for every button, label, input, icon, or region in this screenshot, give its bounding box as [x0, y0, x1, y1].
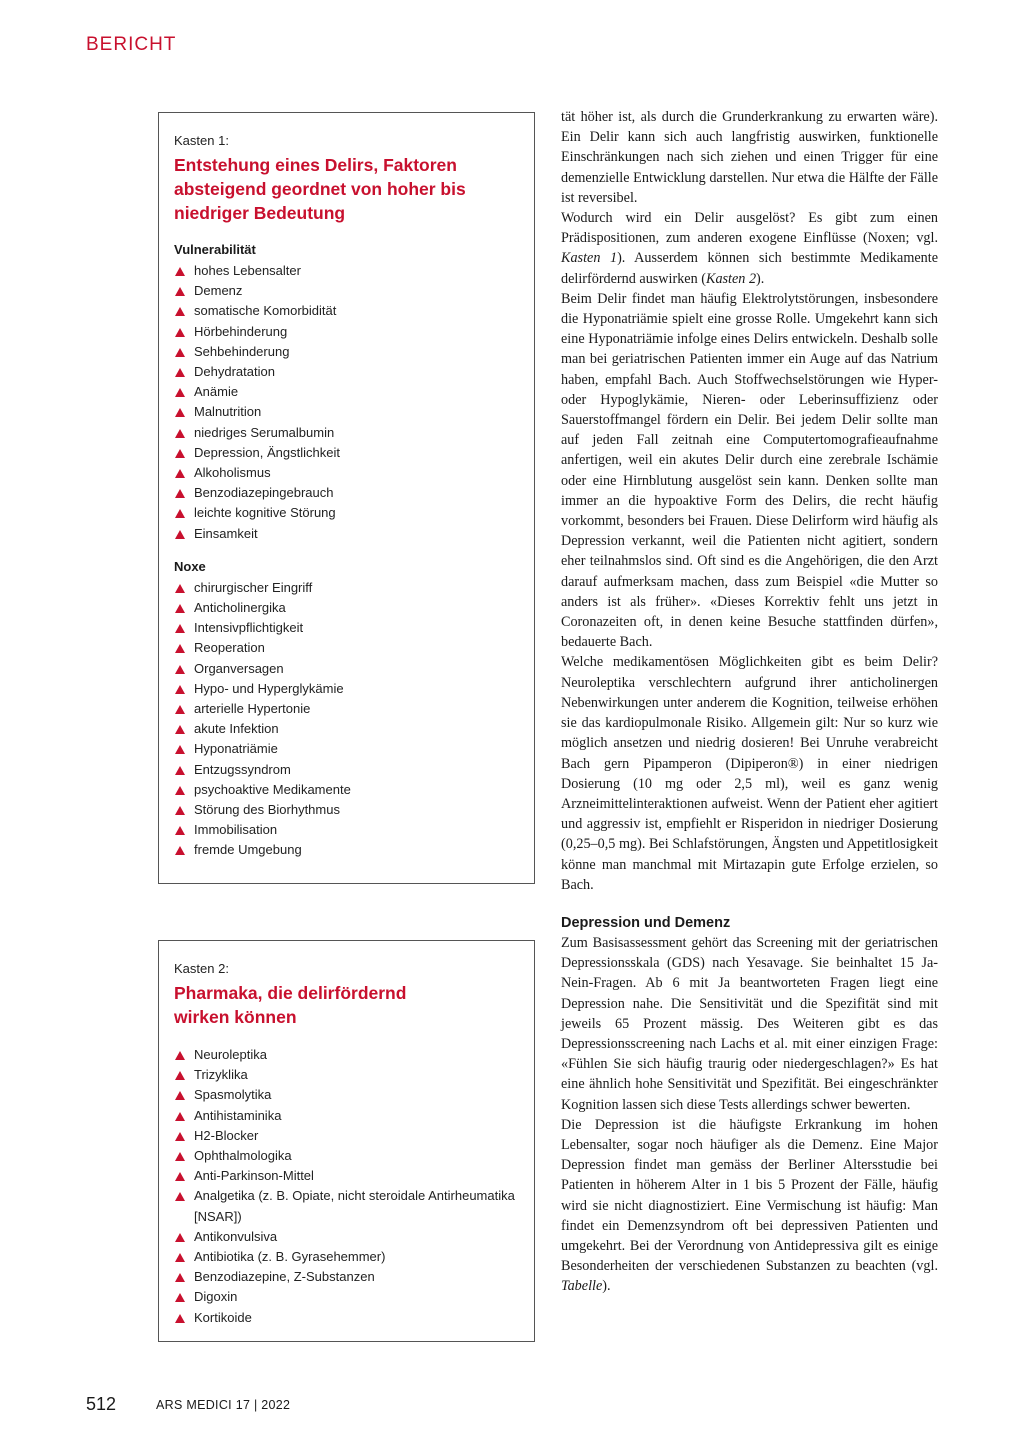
list-item: [174, 618, 519, 638]
list-item: [174, 1106, 519, 1126]
list-item-text: Reoperation: [194, 640, 265, 656]
list-item: [174, 659, 519, 679]
list-item: [174, 1308, 519, 1328]
list-item-text: Hyponatriämie: [194, 741, 278, 757]
list-item-text: Hypo- und Hyperglykämie: [194, 680, 344, 696]
list-item: [174, 1146, 519, 1166]
list-item: [174, 1065, 519, 1085]
list-item-text: Ophthalmologika: [194, 1148, 292, 1164]
list-item: [174, 443, 519, 463]
list-item-text: Neuroleptika: [194, 1047, 267, 1062]
box-reference: Kasten 1: [561, 250, 618, 267]
list-item: [174, 1227, 519, 1247]
triangle-bullet-icon: [175, 1233, 185, 1242]
triangle-bullet-icon: [175, 287, 185, 296]
list-item: [174, 1126, 519, 1146]
triangle-bullet-icon: [175, 624, 185, 633]
list-item: [174, 638, 519, 658]
triangle-bullet-icon: [175, 786, 185, 795]
info-box-1: [158, 112, 535, 884]
paragraph: Beim Delir findet man häufig Elektrolytstörungen, insbesondere die Hyponatriämie spielt eine grosse Rolle. Umgekehrt kann sich eine Hyponatriämie infolge eines Delirs entwickeln. Deshalb solle man bei geriatrischen Patienten immer ein Auge auf das Natrium haben, empfahl Bach. Auch Stoffwechselstörungen wie Hyper- oder Hypoglykämie, Nieren- oder Leberinsuffizienz oder Sauerstoffmangel fördern ein Delir. Bei jedem Delir sollte man auf jeden Fall zeitnah eine Computertomografieaufnahme anfertigen, weil ein akutes Delir durch eine zerebrale Ischämie oder eine Hirnblutung ausgelöst sein kann. Denken sollte man immer an die hypoaktive Form des Delirs, die recht häufig vorkommt, besonders bei Frauen. Diese Delirform wird häufig als Depression verkannt, weil die Patienten nicht agitiert, sondern eher teilnahmslos sind. Oft sind es die Angehörigen, die den Arzt darauf aufmerksam machen, dass zum Beispiel «die Mutter so anders ist als früher». «Dieses Korrektiv fehlt uns jetzt in Coronazeiten oft, in denen keine Besuche stattfinden dürfen», bedauerte Bach.: [561, 290, 938, 651]
triangle-bullet-icon: [175, 725, 185, 734]
list-item: [174, 739, 519, 759]
list-item: [174, 1085, 519, 1105]
list-item-text: H2-Blocker: [194, 1127, 259, 1143]
triangle-bullet-icon: [175, 705, 185, 714]
list-item-text: Demenz: [194, 283, 243, 299]
list-item-text: Trizyklika: [194, 1067, 248, 1083]
list-item: [174, 1267, 519, 1287]
list-item-text: Anticholinergika: [194, 600, 286, 616]
list-item-text: Benzodiazepine, Z-Substanzen: [194, 1269, 375, 1285]
paragraph: Welche medikamentösen Möglichkeiten gibt es beim Delir? Neuroleptika verschlechtern aufgrund ihrer anticholinergen Nebenwirkungen unter anderem die Kognition, teilweise erhöhen sie das kardiopulmonale Risiko. Allgemein gilt: Nur so kurz wie möglich ansetzen und niedrig dosieren! Bei Unruhe verabreicht Bach gern Pipamperon (Dipiperon®) in einer niedrigen Dosierung (10 mg oder 2,5 ml), weil es ganz wenig Arzneimittelinteraktionen aufweist. Wenn der Patient eher agitiert und aggressiv ist, empfiehlt er Risperidon in niedriger Dosierung (0,25–0,5 mg). Bei Schlafstörungen, Ängsten und Appetitlosigkeit könne man manchmal mit Mirtazapin gute Erfolge erzielen, so Bach.: [561, 654, 938, 893]
list-item-text: Benzodiazepingebrauch: [194, 485, 334, 501]
list-item-text: akute Infektion: [194, 721, 279, 737]
list-item: [174, 423, 519, 443]
list-item: [174, 261, 519, 281]
subheading: Depression und Demenz: [561, 914, 731, 931]
list-item: [174, 840, 519, 860]
triangle-bullet-icon: [175, 267, 185, 276]
list-item-text: Hörbehinderung: [194, 323, 288, 339]
list-item-text: hohes Lebensalter: [194, 263, 301, 278]
list-item-text: Anämie: [194, 384, 239, 400]
article-column: [561, 107, 938, 1297]
list-item-text: chirurgischer Eingriff: [194, 579, 313, 595]
triangle-bullet-icon: [175, 745, 185, 754]
list-item-text: psychoaktive Medikamente: [194, 781, 351, 797]
list-item: [174, 402, 519, 422]
list-item: [174, 1247, 519, 1267]
triangle-bullet-icon: [175, 1112, 185, 1121]
list-item: [174, 780, 519, 800]
table-reference: Tabelle: [561, 1278, 603, 1295]
list-item-text: somatische Komorbidität: [194, 303, 337, 319]
list-item: [174, 679, 519, 699]
list-item-text: Antihistaminika: [194, 1107, 282, 1123]
triangle-bullet-icon: [175, 530, 185, 539]
list-item-text: Organversagen: [194, 660, 284, 676]
list-item-text: fremde Umgebung: [194, 842, 302, 858]
factor-list: [174, 261, 519, 544]
triangle-bullet-icon: [175, 1293, 185, 1302]
list-item: [174, 301, 519, 321]
triangle-bullet-icon: [175, 584, 185, 593]
paragraph: Wodurch wird ein Delir ausgelöst? Es gibt zum einen Prädispositionen, zum anderen exogene Einflüsse (Noxen; vgl. Kasten 1). Ausserdem können sich bestimmte Medikamente delirfördernd auswirken (Kasten 2).: [561, 210, 938, 287]
info-box-2: [158, 940, 535, 1342]
group-heading: Noxe: [174, 558, 206, 574]
triangle-bullet-icon: [175, 1253, 185, 1262]
list-item: [174, 342, 519, 362]
list-item-text: Sehbehinderung: [194, 343, 290, 359]
triangle-bullet-icon: [175, 665, 185, 674]
list-item: [174, 322, 519, 342]
list-item-text: leichte kognitive Störung: [194, 505, 336, 521]
list-item-text: Anti-Parkinson-Mittel: [194, 1168, 314, 1184]
journal-issue: ARS MEDICI 17 | 2022: [156, 1398, 291, 1412]
list-item: [174, 483, 519, 503]
list-item: [174, 598, 519, 618]
paragraph: Die Depression ist die häufigste Erkrankung im hohen Lebensalter, sogar noch häufiger als die Demenz. Eine Major Depression findet man gemäss der Berliner Altersstudie bei Patienten in höherem Alter in 1 bis 5 Prozent der Fälle, häufig wird sie nicht diagnostiziert. Eine Vermischung ist häufig: Man findet ein Demenzsyndrom oft bei depressiven Patienten und umgekehrt. Bei der Verordnung von Antidepressiva gilt es einige Besonderheiten der verschiedenen Substanzen zu beachten (vgl. Tabelle).: [561, 1116, 938, 1295]
triangle-bullet-icon: [175, 429, 185, 438]
list-item: [174, 578, 519, 598]
box-reference: Kasten 2: [705, 270, 757, 287]
box-kicker: Kasten 1:: [174, 133, 229, 148]
triangle-bullet-icon: [175, 408, 185, 417]
list-item-text: Analgetika (z. B. Opiate, nicht steroidale Antirheumatika [NSAR]): [194, 1188, 515, 1224]
list-item: [174, 1287, 519, 1307]
group-heading: Vulnerabilität: [174, 242, 256, 257]
triangle-bullet-icon: [175, 1091, 185, 1100]
list-item: [174, 524, 519, 544]
list-item-text: Störung des Biorhythmus: [194, 802, 340, 818]
list-item: [174, 1166, 519, 1186]
list-item: [174, 760, 519, 780]
triangle-bullet-icon: [175, 368, 185, 377]
box-title: Entstehung eines Delirs, Faktoren absteigend geordnet von hoher bis niedriger Bedeutung: [174, 155, 466, 223]
triangle-bullet-icon: [175, 388, 185, 397]
triangle-bullet-icon: [175, 1152, 185, 1161]
triangle-bullet-icon: [175, 1192, 185, 1201]
triangle-bullet-icon: [175, 1172, 185, 1181]
list-item: [174, 382, 519, 402]
list-item-text: Depression, Ängstlichkeit: [194, 444, 340, 460]
list-item: [174, 281, 519, 301]
box1-groups: [174, 241, 519, 861]
section-label: BERICHT: [86, 34, 177, 55]
triangle-bullet-icon: [175, 1071, 185, 1080]
box-kicker: Kasten 2:: [174, 961, 229, 976]
triangle-bullet-icon: [175, 806, 185, 815]
list-item-text: Alkoholismus: [194, 465, 271, 481]
list-item: [174, 362, 519, 382]
triangle-bullet-icon: [175, 766, 185, 775]
triangle-bullet-icon: [175, 348, 185, 357]
list-item: [174, 820, 519, 840]
list-item: [174, 1186, 519, 1226]
triangle-bullet-icon: [175, 1314, 185, 1323]
triangle-bullet-icon: [175, 328, 185, 337]
list-item-text: Immobilisation: [194, 822, 278, 838]
triangle-bullet-icon: [175, 1051, 185, 1060]
list-item-text: niedriges Serumalbumin: [194, 424, 335, 440]
list-item: [174, 719, 519, 739]
triangle-bullet-icon: [175, 1132, 185, 1141]
list-item-text: Dehydratation: [194, 364, 275, 380]
triangle-bullet-icon: [175, 826, 185, 835]
list-item: [174, 699, 519, 719]
triangle-bullet-icon: [175, 469, 185, 478]
list-item-text: Malnutrition: [194, 404, 262, 420]
triangle-bullet-icon: [175, 846, 185, 855]
triangle-bullet-icon: [175, 644, 185, 653]
triangle-bullet-icon: [175, 685, 185, 694]
triangle-bullet-icon: [175, 307, 185, 316]
list-item-text: Antibiotika (z. B. Gyrasehemmer): [194, 1249, 386, 1265]
list-item-text: Entzugssyndrom: [194, 761, 291, 777]
paragraph: tät höher ist, als durch die Grunderkrankung zu erwarten wäre). Ein Delir kann sich auch langfristig auswirken, funktionelle Einschränkungen nach sich ziehen und einen Trigger für eine demenzielle Entwicklung darstellen. Nur etwa die Hälfte der Fälle ist reversibel.: [561, 109, 938, 206]
list-item-text: Spasmolytika: [194, 1087, 272, 1103]
list-item-text: Einsamkeit: [194, 525, 258, 541]
list-item: [174, 503, 519, 523]
box-title: Pharmaka, die delirfördernd wirken können: [174, 983, 407, 1027]
list-item-text: Digoxin: [194, 1289, 238, 1305]
list-item-text: Kortikoide: [194, 1309, 252, 1325]
factor-list: [174, 578, 519, 861]
triangle-bullet-icon: [175, 604, 185, 613]
triangle-bullet-icon: [175, 449, 185, 458]
page-number: 512: [86, 1394, 117, 1414]
triangle-bullet-icon: [175, 1273, 185, 1282]
list-item: [174, 463, 519, 483]
triangle-bullet-icon: [175, 489, 185, 498]
list-item: [174, 1045, 519, 1065]
list-item-text: Antikonvulsiva: [194, 1228, 278, 1244]
list-item: [174, 800, 519, 820]
paragraph: Zum Basisassessment gehört das Screening mit der geriatrischen Depressionsskala (GDS) nach Yesavage. Sie beinhaltet 15 Ja-Nein-Fragen. Ab 6 mit Ja beantworteten Fragen liegt eine Depression nahe. Die Sensitivität und die Spezifität sind mit jeweils 65 Prozent mässig. Des Weiteren gibt es das Depressionsscreening nach Lachs et al. mit einer einzigen Frage: «Fühlen Sie sich häufig traurig oder niedergeschlagen?» Es hat eine ähnlich hohe Sensitivität und Spezifität. Bei eingeschränkter Kognition lassen sich diese Tests allerdings schwer bewerten.: [561, 934, 938, 1113]
list-item-text: Intensivpflichtigkeit: [194, 620, 304, 636]
box2-list: [174, 1045, 519, 1328]
triangle-bullet-icon: [175, 509, 185, 518]
list-item-text: arterielle Hypertonie: [194, 701, 311, 717]
